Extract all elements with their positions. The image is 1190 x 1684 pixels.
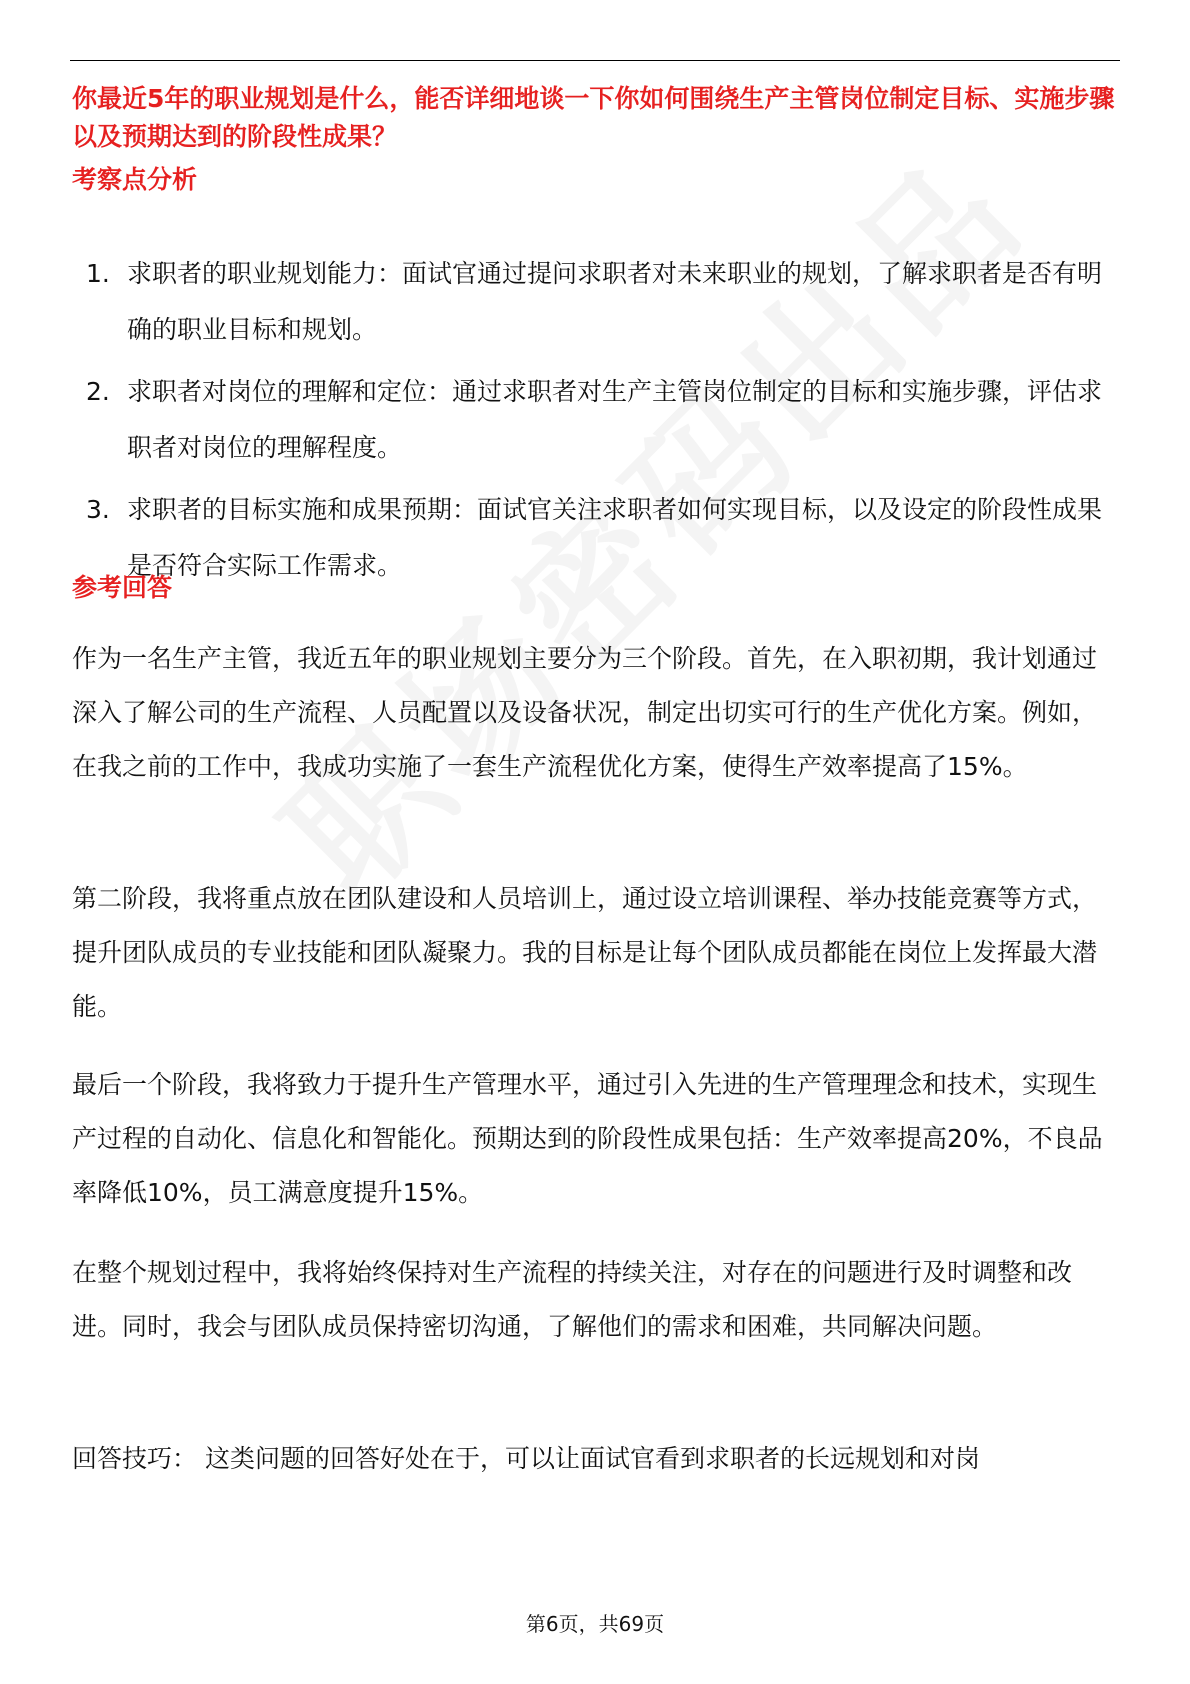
analysis-heading: 考察点分析 (72, 165, 198, 194)
point-number: 3. (86, 495, 110, 524)
point-text: 求职者对岗位的理解和定位：通过求职者对生产主管岗位制定的目标和实施步骤，评估求职者对岗位的理解程度。 (127, 377, 1103, 462)
answer-paragraph-4: 在整个规划过程中，我将始终保持对生产流程的持续关注，对存在的问题进行及时调整和改进。同时，我会与团队成员保持密切沟通，了解他们的需求和困难，共同解决问题。 (72, 1258, 1073, 1341)
answer-tip: 回答技巧： 这类问题的回答好处在于，可以让面试官看到求职者的长远规划和对岗 (72, 1444, 980, 1473)
point-number: 1. (86, 259, 110, 288)
analysis-points (72, 246, 1117, 600)
question-title: 你最近5年的职业规划是什么，能否详细地谈一下你如何围绕生产主管岗位制定目标、实施步骤以及预期达到的阶段性成果？ (72, 84, 1115, 151)
analysis-point-3 (72, 482, 1117, 594)
point-text: 求职者的职业规划能力：面试官通过提问求职者对未来职业的规划，了解求职者是否有明确的职业目标和规划。 (127, 259, 1103, 344)
header-rule (70, 60, 1120, 61)
analysis-point-1 (72, 246, 1117, 358)
answer-paragraph-2: 第二阶段，我将重点放在团队建设和人员培训上，通过设立培训课程、举办技能竞赛等方式，提升团队成员的专业技能和团队凝聚力。我的目标是让每个团队成员都能在岗位上发挥最大潜能。 (72, 884, 1098, 1021)
page-number: 第6页，共69页 (525, 1612, 665, 1636)
answer-paragraph-1: 作为一名生产主管，我近五年的职业规划主要分为三个阶段。首先，在入职初期，我计划通过深入了解公司的生产流程、人员配置以及设备状况，制定出切实可行的生产优化方案。例如，在我之前的工作中，我成功实施了一套生产流程优化方案，使得生产效率提高了15%。 (72, 644, 1098, 781)
reference-heading: 参考回答 (72, 573, 173, 602)
point-text: 求职者的目标实施和成果预期：面试官关注求职者如何实现目标，以及设定的阶段性成果是否符合实际工作需求。 (127, 495, 1103, 580)
answer-paragraph-3: 最后一个阶段，我将致力于提升生产管理水平，通过引入先进的生产管理理念和技术，实现生产过程的自动化、信息化和智能化。预期达到的阶段性成果包括：生产效率提高20%，不良品率降低10%，员工满意度提升15%。 (72, 1070, 1103, 1207)
point-number: 2. (86, 377, 110, 406)
analysis-point-2 (72, 364, 1117, 476)
